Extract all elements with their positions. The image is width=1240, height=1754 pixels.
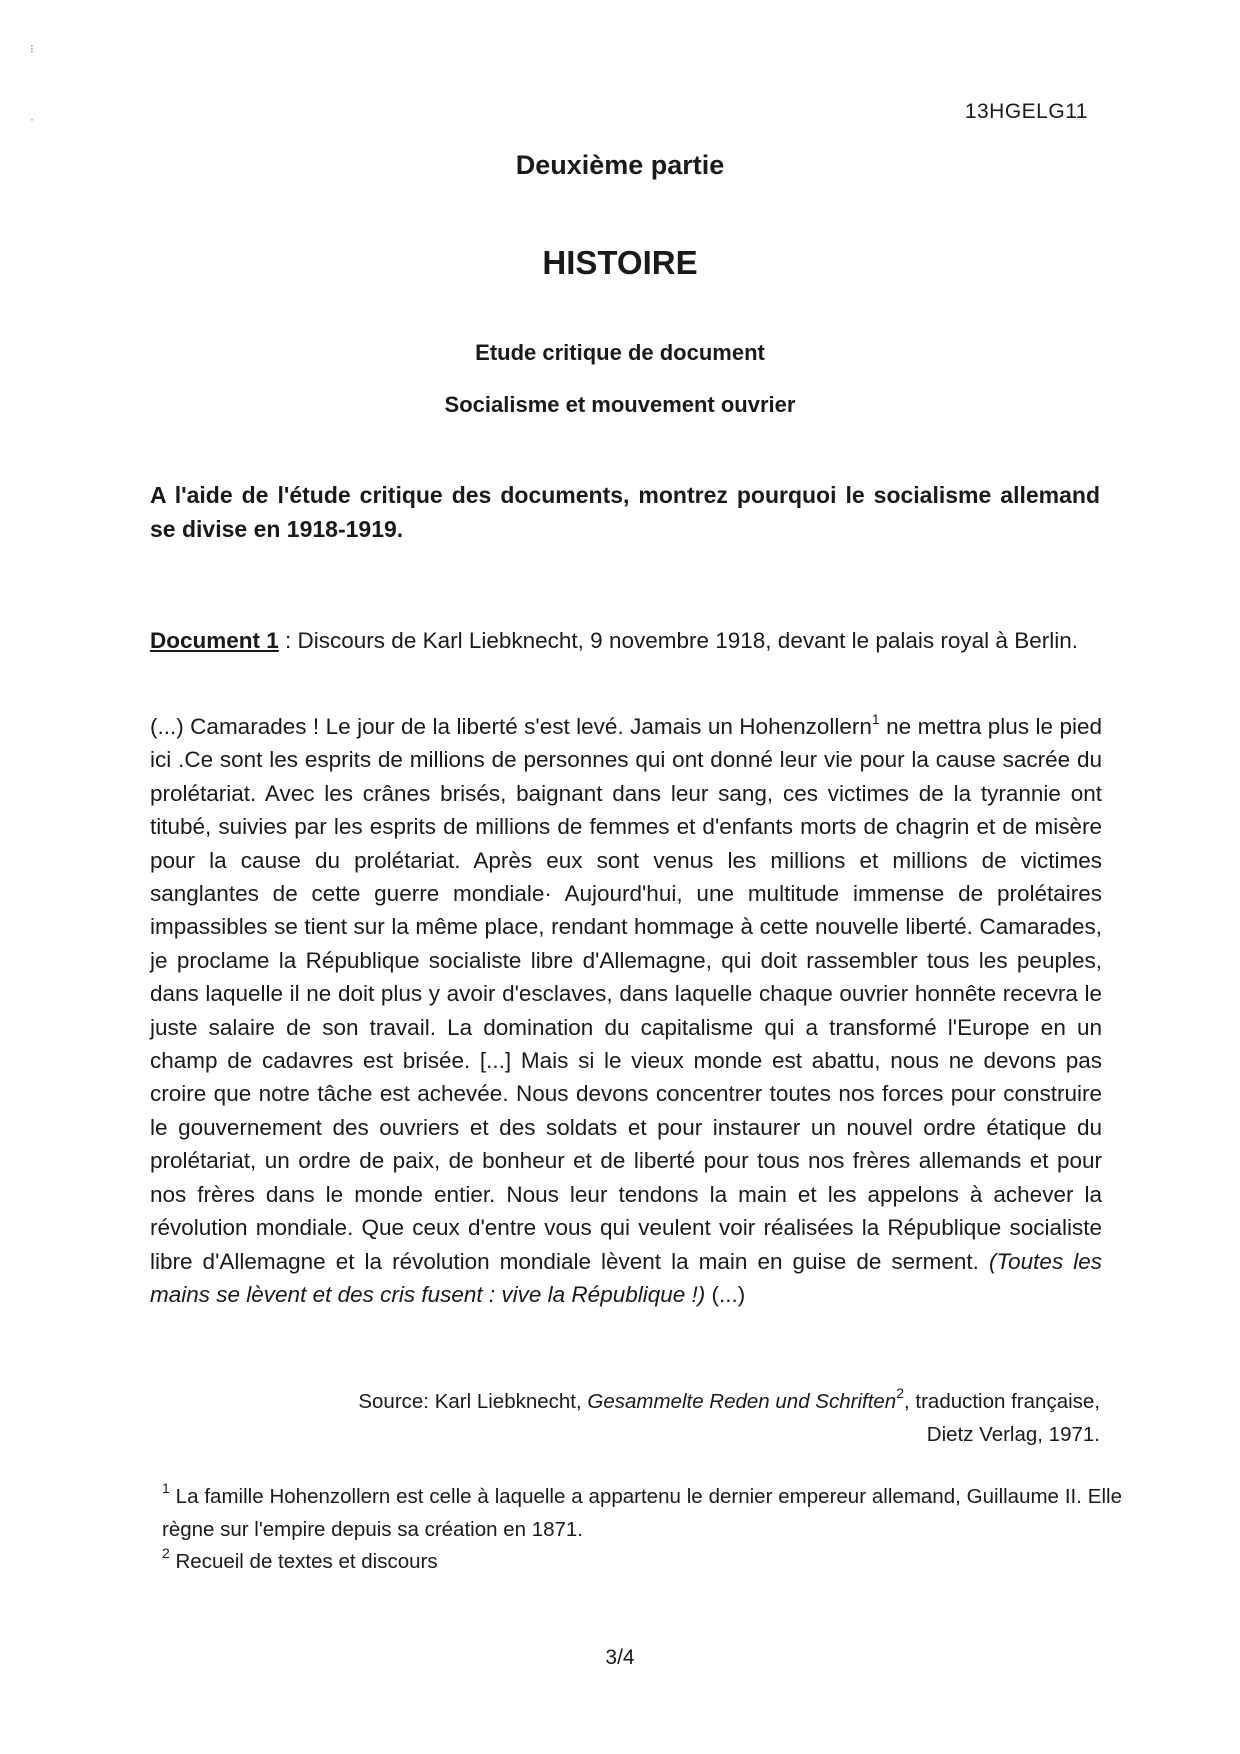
source-suffix: , traduction française, [904,1390,1100,1413]
exam-code: 13HGELG11 [964,100,1088,123]
document-title [150,624,1100,658]
exercise-heading: Etude critique de document [475,340,765,365]
footnote-2-text: Recueil de textes et discours [169,1550,438,1573]
source-publisher: Dietz Verlag, 1971. [926,1423,1100,1446]
part-heading: Deuxième partie [515,150,725,180]
footnote-ref-2: 2 [896,1385,904,1402]
page-number: 3/4 [605,1646,635,1669]
document-label: Document 1 [150,628,279,653]
scan-mark: ⁝ [30,42,34,56]
footnote-1-number: 1 [162,1480,170,1497]
scan-dot: · [30,112,34,126]
theme-heading: Socialisme et mouvement ouvrier [444,392,796,417]
document-quote [150,710,1102,1311]
footnote-2-number: 2 [162,1545,170,1562]
footnote-ref-1: 1 [871,710,880,727]
footnote-1-text: La famille Hohenzollern est celle à laquelle a appartenu le dernier empereur allemand, Guillaume II. Elle règne sur l'empire depuis sa création en 1871. [162,1485,1122,1541]
quote-stage-direction: (Toutes les mains se lèvent et des cris fusent : vive la République !) [150,1248,1102,1307]
source-prefix: Source: Karl Liebknecht, [358,1390,588,1413]
footnote-2 [162,1545,438,1574]
quote-end: (...) [705,1281,746,1307]
source-title: Gesammelte Reden und Schriften [587,1390,897,1413]
footnote-1 [162,1480,1122,1546]
document-description: : Discours de Karl Liebknecht, 9 novembre 1918, devant le palais royal à Berlin. [278,628,1078,653]
document-source [240,1385,1100,1451]
subject-heading: HISTOIRE [542,244,698,281]
quote-part-2: ne mettra plus le pied ici .Ce sont les esprits de millions de personnes qui ont donné leur vie pour la cause sacrée du prolétariat. Avec les crânes brisés, baignant dans leur sang, ces victimes de la tyrannie ont titubé, suivies par les esprits de millions de femmes et d'enfants morts de chagrin et de misère pour la cause du prolétariat. Après eux sont venus les millions et millions de victimes sanglantes de cette guerre mondiale· Aujourd'hui, une multitude immense de prolétaires impassibles se tient sur la même place, rendant hommage à cette nouvelle liberté. Camarades, je proclame la République socialiste libre d'Allemagne, qui doit rassembler tous les peuples, dans laquelle il ne doit plus y avoir d'esclaves, dans laquelle chaque ouvrier honnête recevra le juste salaire de son travail. La domination du capitalisme qui a transformé l'Europe en un champ de cadavres est brisée. [...] Mais si le vieux monde est abattu, nous ne devons pas croire que notre tâche est achevée. Nous devons concentrer toutes nos forces pour construire le gouvernement des ouvriers et des soldats et pour instaurer un nouvel ordre étatique du prolétariat, un ordre de paix, de bonheur et de liberté pour tous nos frères allemands et pour nos frères dans le monde entier. Nous leur tendons la main et les appelons à achever la révolution mondiale. Que ceux d'entre vous qui veulent voir réalisées la République socialiste libre d'Allemagne et la révolution mondiale lèvent la main en guise de serment. [150,714,1102,1274]
quote-part-1: (...) Camarades ! Le jour de la liberté s'est levé. Jamais un Hohenzollern [150,714,872,739]
instruction-text: A l'aide de l'étude critique des documents, montrez pourquoi le socialisme allemand se divise en 1918-1919. [150,482,1100,542]
